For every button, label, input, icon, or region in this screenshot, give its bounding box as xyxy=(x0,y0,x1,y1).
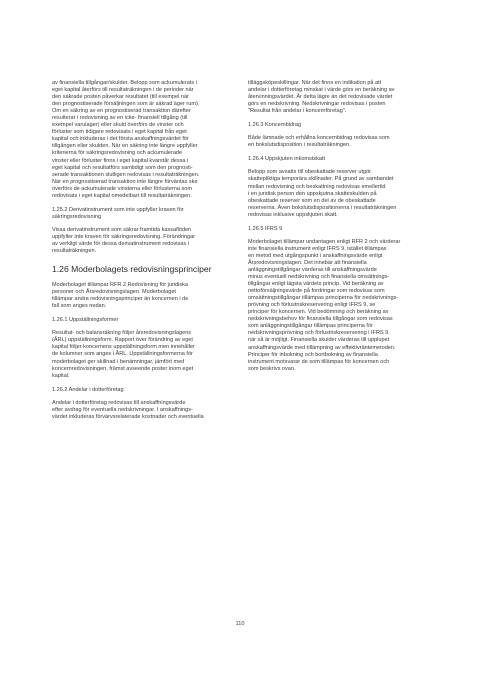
heading-1-26-3: 1.26.3 Koncernbidrag xyxy=(248,122,302,129)
right-column xyxy=(248,80,430,380)
paragraph-parent-principles: Moderbolaget tillämpar RFR 2 Redovisning för juridiska personer och Årsredovisningslagen. Moderbolaget tillämpar andra redovisningsprinciper än koncernen i de fall som anges nedan. xyxy=(52,282,189,310)
paragraph-deferred-tax: Belopp som avsatts till obeskattade reserver utgör skattepliktiga temporära skillnader. På grund av sambandet mellan redovisning och beskattning redovisas emellertid i en juridisk person den uppskjutna skatteskulden på obeskattade reserver som en del av de obeskattade reserverna. Även bokslutsdispositionerna i resultaträkningen redovisas inklusive uppskjuten skatt. xyxy=(248,169,397,218)
heading-1-26-1: 1.26.1 Uppställningsformer xyxy=(52,317,119,324)
heading-1-26-5: 1.26.5 IFRS 9 xyxy=(248,225,283,232)
paragraph-subsidiary-shares: Andelar i dotterföretag redovisas till anskaffningsvärde efter avdrag för eventuella nedskrivningar. I anskaffnings- värdet inkluderas förvärvsrelaterade kostnader och eventuella xyxy=(52,399,204,420)
heading-1-25-2: 1.25.2 Derivatinstrument som inte uppfyller kraven för säkringsredovisning xyxy=(52,206,184,220)
left-column xyxy=(52,80,234,428)
paragraph-contingent-consideration: tilläggsköpeskillingar. När det finns en indikation på att andelar i dotterföretag minskat i värde görs en beräkning av återvinningsvärdet. Är detta lägre än det redovisade värdet görs en nedskrivning. Nedskrivningar redovisas i posten "Resultat från andelar i koncernföretag". xyxy=(248,80,395,115)
paragraph-group-contributions: Både lämnade och erhållna koncernbidrag redovisas som en bokslutsdisposition i resultaträkningen. xyxy=(248,135,390,149)
heading-1-26-4: 1.26.4 Uppskjuten inkomstskatt xyxy=(248,156,326,163)
paragraph-hedge-accounting: av finansiella tillgångar/skulder. Belopp som ackumulerats i eget kapital återförs till resultaträkningen i de perioder när den säkrade posten påverkar resultatet (till exempel när den prognostiserade försäljningen som är säkrad äger rum). Om en säkring av en prognostiserad transaktion därefter resulterar i redovisning av en icke- finansiell tillgång (till exempel varulager) eller skuld överförs de vinster och förluster som tidigare redovisats i eget kapital från eget kapital och inkluderas i det första anskaffningsvärdet för tillgången eller skulden. När en säkring inte längre uppfyller kriterierna för säkringsredovisning och ackumulerade vinster eller förluster finns i eget kapital kvarstår dessa i eget kapital och resultatförs samtidigt som den prognosti- serade transaktionen slutligen redovisas i resultaträkningen. När en prognostiserad transaktion inte längre förväntas ske överförs de ackumulerade vinsterna eller förlusterna som redovisats i eget kapital omedelbart till resultaträkningen. xyxy=(52,80,200,199)
page-number: 110 xyxy=(235,621,245,627)
paragraph-derivatives: Vissa derivatinstrument som säkrar framtida kassaflöden uppfyller inte kraven för säkringsredovisning. Förändringar av verkligt värde för dessa derivatinstrument redovisas i resultaträkningen. xyxy=(52,226,196,255)
paragraph-ifrs9: Moderbolaget tillämpar undantagen enligt RFR 2 och värderar inte finansiella instrument enligt IFRS 9, istället tillämpas en metod med utgångspunkt i anskaffningsvärde enligt Årsredovisningslagen. Det innebär att finansiella anläggningstillgångar värderas till anskaffningsvärde minus eventuell nedskrivning och finansiella omsättnings- tillgångar enligt lägsta värdets princip. Vid beräkning av nettoförsäljningsvärde på fordringar som redovisas som omsättningstillgångar tillämpas principerna för nedskrivnings- prövning och förlustriskreservering enligt IFRS 9, se principer för koncernen. Vid bedömning och beräkning av nedskrivningsbehov för finansiella tillgångar som redovisas som anläggningstillgångar tillämpas principerna för nedskrivningsprövning och förlustriskreservering i IFRS 9 när så är möjligt. Finansiella skulder värderas till upplupet anskaffningsvärde med tillämpning av effektivräntemetoden. Principer för inbokning och bortbokning av finansiella instrument motsvarar de som tillämpas för koncernen och som beskrivs ovan. xyxy=(248,238,401,372)
section-title-1-26: 1.26 Moderbolagets redovisningsprinciper xyxy=(52,264,212,275)
heading-1-26-2: 1.26.2 Andelar i dotterföretag xyxy=(52,386,124,393)
paragraph-presentation-formats: Resultat- och balansräkning följer årsredovisningslagens (ÅRL) uppställningsform. Rapport över förändring av eget kapital följer koncernens uppställningsform men innehåller de kolumner som anges i ÅRL. Uppställningsformerna för moderbolaget ger skillnad i benämningar, jämfört med koncernredovisningen, främst avseende poster inom eget kapital. xyxy=(52,330,195,379)
